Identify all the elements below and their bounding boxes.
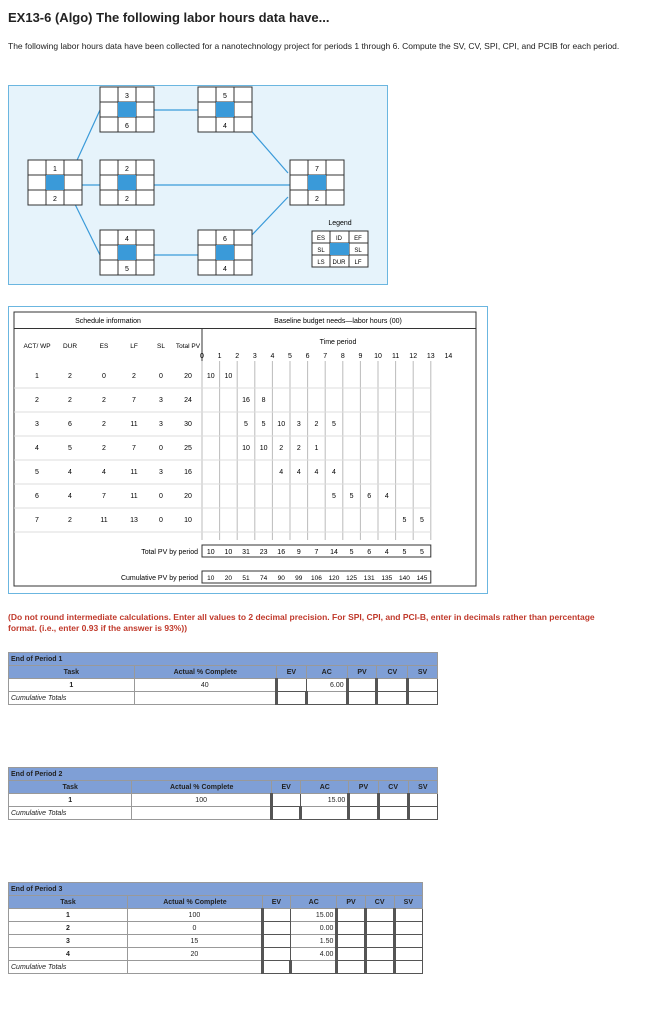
pv-cell: 5 bbox=[261, 421, 266, 428]
col-header: ES bbox=[99, 343, 109, 350]
node-dur: 4 bbox=[223, 123, 227, 130]
pv-cell: 5 bbox=[349, 493, 354, 500]
p1-pct: 40 bbox=[134, 679, 276, 692]
period-label: 8 bbox=[340, 353, 345, 360]
pv-cell: 1 bbox=[314, 445, 319, 452]
period1-table bbox=[8, 652, 438, 705]
p3-hdr-ev: EV bbox=[262, 896, 290, 909]
p3-hdr-pv: PV bbox=[337, 896, 365, 909]
p2-cum-pv-input[interactable] bbox=[349, 807, 378, 820]
total-pv-cell: 14 bbox=[330, 549, 338, 556]
pv-cell: 4 bbox=[314, 469, 319, 476]
sched-cell: 7 bbox=[132, 397, 136, 404]
legend-ef: EF bbox=[354, 236, 362, 242]
p1-cum-sv-input[interactable] bbox=[408, 692, 438, 705]
period3-title: End of Period 3 bbox=[9, 883, 423, 896]
period-label: 13 bbox=[426, 353, 435, 360]
period-label: 1 bbox=[217, 353, 222, 360]
p1-hdr-ev: EV bbox=[276, 666, 306, 679]
sched-cell: 7 bbox=[35, 517, 39, 524]
p2-hdr-ac: AC bbox=[301, 781, 349, 794]
pv-cell: 6 bbox=[367, 493, 372, 500]
p3-sv-input-2[interactable] bbox=[394, 922, 422, 935]
period3-table bbox=[8, 882, 423, 974]
p2-ac: 15.00 bbox=[301, 794, 349, 807]
legend-lf: LF bbox=[354, 260, 362, 266]
p1-cum-ac-input[interactable] bbox=[306, 692, 347, 705]
p3-pv-input-1[interactable] bbox=[337, 909, 365, 922]
p2-cum-sv-input[interactable] bbox=[408, 807, 437, 820]
node-center bbox=[118, 245, 136, 260]
node-1 bbox=[28, 160, 82, 205]
p1-cv-input[interactable] bbox=[377, 679, 408, 692]
sched-cell: 4 bbox=[68, 469, 72, 476]
sched-cell: 16 bbox=[184, 469, 192, 476]
period-label: 2 bbox=[235, 353, 240, 360]
question-intro: The following labor hours data have been collected for a nanotechnology project for periods 1 through 6. Compute the SV, CV, SPI, CPI, and PCIB for each period. bbox=[8, 41, 620, 51]
node-center bbox=[216, 102, 234, 117]
period2-title: End of Period 2 bbox=[9, 768, 438, 781]
p2-cum-cv-input[interactable] bbox=[378, 807, 408, 820]
p3-hdr-task: Task bbox=[9, 896, 128, 909]
node-id: 3 bbox=[125, 93, 129, 100]
schedule-table bbox=[8, 306, 488, 594]
cum-pv-cell: 125 bbox=[346, 575, 358, 582]
p3-ac-4: 4.00 bbox=[291, 948, 337, 961]
p2-cum-ac-input[interactable] bbox=[301, 807, 349, 820]
cum-pv-cell: 90 bbox=[277, 575, 285, 582]
p3-pct-3: 15 bbox=[128, 935, 263, 948]
sched-cell: 2 bbox=[68, 373, 72, 380]
p1-pv-input[interactable] bbox=[347, 679, 377, 692]
col-header: SL bbox=[157, 343, 165, 350]
period-label: 7 bbox=[323, 353, 328, 360]
p3-sv-input-3[interactable] bbox=[394, 935, 422, 948]
sched-cell: 6 bbox=[35, 493, 39, 500]
node-id: 6 bbox=[223, 236, 227, 243]
pv-cell: 2 bbox=[296, 445, 301, 452]
p3-sv-input-4[interactable] bbox=[394, 948, 422, 961]
total-pv-cell: 23 bbox=[259, 549, 268, 556]
cum-pv-cell: 10 bbox=[207, 575, 215, 582]
p2-hdr-pct: Actual % Complete bbox=[132, 781, 272, 794]
node-id: 7 bbox=[315, 166, 319, 173]
node-center bbox=[118, 102, 136, 117]
sched-cell: 7 bbox=[102, 493, 106, 500]
period-label: 3 bbox=[252, 353, 257, 360]
sched-cell: 0 bbox=[102, 373, 106, 380]
p3-cum-pv-input[interactable] bbox=[337, 961, 365, 974]
cum-pv-cell: 135 bbox=[381, 575, 393, 582]
p3-cum-ac-input[interactable] bbox=[291, 961, 337, 974]
p1-hdr-ac: AC bbox=[306, 666, 347, 679]
pv-cell: 5 bbox=[244, 421, 248, 428]
cum-pv-label: Cumulative PV by period bbox=[120, 575, 198, 582]
p1-hdr-sv: SV bbox=[408, 666, 438, 679]
pv-cell: 5 bbox=[420, 517, 424, 524]
col-header: DUR bbox=[62, 343, 78, 350]
p3-ac-3: 1.50 bbox=[291, 935, 337, 948]
pv-cell: 10 bbox=[277, 421, 286, 428]
sched-cell: 11 bbox=[100, 517, 108, 524]
p2-pct: 100 bbox=[132, 794, 272, 807]
pv-cell: 5 bbox=[332, 421, 336, 428]
period2-table bbox=[8, 767, 438, 820]
sched-cell: 6 bbox=[68, 421, 72, 428]
sched-cell: 7 bbox=[132, 445, 136, 452]
cum-pv-cell: 106 bbox=[310, 575, 322, 582]
p2-hdr-task: Task bbox=[9, 781, 132, 794]
period1-title: End of Period 1 bbox=[9, 653, 438, 666]
p1-hdr-pct: Actual % Complete bbox=[134, 666, 276, 679]
p1-cum-label: Cumulative Totals bbox=[9, 692, 135, 705]
p3-cum-label: Cumulative Totals bbox=[9, 961, 128, 974]
pv-cell: 10 bbox=[259, 445, 268, 452]
p1-task: 1 bbox=[9, 679, 135, 692]
sched-cell: 11 bbox=[130, 493, 138, 500]
p3-hdr-sv: SV bbox=[394, 896, 422, 909]
sched-cell: 3 bbox=[159, 397, 163, 404]
legend-dur: DUR bbox=[332, 260, 346, 266]
pv-cell: 8 bbox=[261, 397, 266, 404]
cum-pv-cell: 51 bbox=[242, 575, 250, 582]
sched-cell: 0 bbox=[159, 373, 163, 380]
period-label: 12 bbox=[409, 353, 418, 360]
node-6 bbox=[198, 230, 252, 275]
cum-pv-cell: 99 bbox=[295, 575, 303, 582]
p2-sv-input[interactable] bbox=[408, 794, 437, 807]
legend-es: ES bbox=[316, 236, 326, 242]
p3-task-3: 3 bbox=[9, 935, 128, 948]
pv-cell: 5 bbox=[402, 517, 407, 524]
p1-hdr-pv: PV bbox=[347, 666, 377, 679]
instruction-note: (Do not round intermediate calculations. Enter all values to 2 decimal precision. For SPI, CPI, and PCI-B, enter in decimals rather than percentage format. (i.e., enter 0.93 if the answer is 93%)) bbox=[8, 612, 595, 633]
total-pv-cell: 5 bbox=[402, 549, 407, 556]
period-label: 11 bbox=[391, 353, 400, 360]
legend-ls: LS bbox=[317, 260, 325, 266]
node-id: 5 bbox=[223, 93, 227, 100]
total-pv-cell: 5 bbox=[420, 549, 424, 556]
period-label: 6 bbox=[305, 353, 310, 360]
schedule-left-title: Schedule information bbox=[75, 318, 141, 325]
p2-cum-ev-input[interactable] bbox=[271, 807, 300, 820]
p2-hdr-sv: SV bbox=[408, 781, 437, 794]
node-center bbox=[308, 175, 326, 190]
node-dur: 2 bbox=[53, 196, 57, 203]
p3-pct-1: 100 bbox=[128, 909, 263, 922]
p3-pct-4: 20 bbox=[128, 948, 263, 961]
sched-cell: 30 bbox=[184, 421, 192, 428]
total-pv-cell: 6 bbox=[367, 549, 372, 556]
sched-cell: 3 bbox=[159, 469, 163, 476]
p1-ev-input[interactable] bbox=[276, 679, 306, 692]
total-pv-cell: 5 bbox=[349, 549, 354, 556]
sched-cell: 2 bbox=[35, 397, 39, 404]
p3-ev-input-3[interactable] bbox=[262, 935, 290, 948]
pv-cell: 4 bbox=[332, 469, 336, 476]
sched-cell: 0 bbox=[159, 445, 163, 452]
node-2 bbox=[100, 160, 154, 205]
pv-cell: 2 bbox=[279, 445, 284, 452]
schedule-right-title: Baseline budget needs—labor hours (00) bbox=[274, 318, 402, 325]
cum-pv-cell: 145 bbox=[416, 575, 428, 582]
pv-cell: 5 bbox=[332, 493, 336, 500]
sched-cell: 1 bbox=[35, 373, 39, 380]
sched-cell: 10 bbox=[184, 517, 192, 524]
network-diagram bbox=[8, 85, 388, 285]
legend-sl1: SL bbox=[317, 248, 325, 254]
period-label: 5 bbox=[288, 353, 292, 360]
p3-sv-input-1[interactable] bbox=[394, 909, 422, 922]
sched-cell: 20 bbox=[184, 493, 192, 500]
node-3 bbox=[100, 87, 154, 132]
p3-ev-input-1[interactable] bbox=[262, 909, 290, 922]
p3-cv-input-1[interactable] bbox=[365, 909, 394, 922]
pv-cell: 3 bbox=[296, 421, 301, 428]
total-pv-cell: 4 bbox=[384, 549, 389, 556]
node-id: 1 bbox=[53, 166, 57, 173]
p3-hdr-pct: Actual % Complete bbox=[128, 896, 263, 909]
pv-cell: 4 bbox=[279, 469, 284, 476]
sched-cell: 4 bbox=[35, 445, 39, 452]
sched-cell: 2 bbox=[102, 445, 106, 452]
period-label: 4 bbox=[270, 353, 275, 360]
sched-cell: 4 bbox=[102, 469, 106, 476]
p1-cum-cv-input[interactable] bbox=[377, 692, 408, 705]
pv-cell: 16 bbox=[242, 397, 250, 404]
pv-cell: 4 bbox=[384, 493, 389, 500]
p1-cum-pv-input[interactable] bbox=[347, 692, 377, 705]
pv-cell: 4 bbox=[296, 469, 301, 476]
pv-cell: 10 bbox=[224, 373, 233, 380]
col-header: ACT/ WP bbox=[23, 343, 51, 350]
period-label: 14 bbox=[444, 353, 453, 360]
sched-cell: 13 bbox=[130, 517, 138, 524]
p3-task-4: 4 bbox=[9, 948, 128, 961]
question-title: EX13-6 (Algo) The following labor hours data have... bbox=[8, 10, 330, 25]
sched-cell: 0 bbox=[159, 517, 163, 524]
sched-cell: 0 bbox=[159, 493, 163, 500]
sched-cell: 5 bbox=[35, 469, 39, 476]
total-pv-label: Total PV by period bbox=[141, 549, 198, 556]
node-id: 2 bbox=[125, 166, 129, 173]
sched-cell: 5 bbox=[68, 445, 72, 452]
node-dur: 2 bbox=[315, 196, 319, 203]
p2-pv-input[interactable] bbox=[349, 794, 378, 807]
p3-cv-input-3[interactable] bbox=[365, 935, 394, 948]
p3-pct-2: 0 bbox=[128, 922, 263, 935]
cum-pv-cell: 140 bbox=[398, 575, 410, 582]
p3-cum-ev-input[interactable] bbox=[262, 961, 290, 974]
p2-hdr-pv: PV bbox=[349, 781, 378, 794]
legend-title: Legend bbox=[328, 220, 352, 227]
p2-hdr-ev: EV bbox=[271, 781, 300, 794]
p3-ac-1: 15.00 bbox=[291, 909, 337, 922]
p3-task-2: 2 bbox=[9, 922, 128, 935]
col-header: Total PV bbox=[175, 343, 201, 350]
header-rule bbox=[14, 328, 476, 329]
sched-cell: 20 bbox=[184, 373, 192, 380]
sched-cell: 2 bbox=[102, 397, 106, 404]
pv-cell: 10 bbox=[242, 445, 250, 452]
sched-cell: 11 bbox=[130, 421, 138, 428]
p2-cv-input[interactable] bbox=[378, 794, 408, 807]
p3-cum-cv-input[interactable] bbox=[365, 961, 394, 974]
sched-cell: 2 bbox=[132, 373, 136, 380]
p3-hdr-cv: CV bbox=[365, 896, 394, 909]
p3-hdr-ac: AC bbox=[291, 896, 337, 909]
node-dur: 5 bbox=[125, 266, 129, 273]
sched-cell: 2 bbox=[102, 421, 106, 428]
sched-cell: 11 bbox=[130, 469, 138, 476]
sched-cell: 4 bbox=[68, 493, 72, 500]
node-center bbox=[118, 175, 136, 190]
period-label: 10 bbox=[374, 353, 382, 360]
p3-cv-input-4[interactable] bbox=[365, 948, 394, 961]
p3-cv-input-2[interactable] bbox=[365, 922, 394, 935]
node-center bbox=[216, 245, 234, 260]
pv-cell: 2 bbox=[314, 421, 319, 428]
sched-cell: 2 bbox=[68, 397, 72, 404]
node-dur: 2 bbox=[125, 196, 129, 203]
total-pv-cell: 9 bbox=[296, 549, 301, 556]
cum-pv-cell: 20 bbox=[224, 575, 233, 582]
cum-pv-cell: 131 bbox=[363, 575, 375, 582]
p1-hdr-task: Task bbox=[9, 666, 135, 679]
p3-task-1: 1 bbox=[9, 909, 128, 922]
p3-ev-input-4[interactable] bbox=[262, 948, 290, 961]
cum-pv-cell: 120 bbox=[328, 575, 340, 582]
total-pv-cell: 10 bbox=[224, 549, 233, 556]
p3-pv-input-2[interactable] bbox=[337, 922, 365, 935]
cum-pv-cell: 74 bbox=[259, 575, 268, 582]
legend-id: ID bbox=[336, 236, 342, 242]
p1-hdr-cv: CV bbox=[377, 666, 408, 679]
node-id: 4 bbox=[125, 236, 129, 243]
node-center bbox=[46, 175, 64, 190]
node-dur: 6 bbox=[125, 123, 129, 130]
legend-sl2: SL bbox=[354, 248, 362, 254]
p2-cum-label: Cumulative Totals bbox=[9, 807, 132, 820]
node-dur: 4 bbox=[223, 266, 227, 273]
node-5 bbox=[198, 87, 252, 132]
col-header: LF bbox=[130, 343, 138, 350]
p1-cum-ev-input[interactable] bbox=[276, 692, 306, 705]
node-7 bbox=[290, 160, 344, 205]
p3-cum-sv-input[interactable] bbox=[394, 961, 422, 974]
total-pv-cell: 7 bbox=[314, 549, 319, 556]
total-pv-cell: 16 bbox=[277, 549, 286, 556]
p2-hdr-cv: CV bbox=[378, 781, 408, 794]
p3-pv-input-4[interactable] bbox=[337, 948, 365, 961]
total-pv-cell: 10 bbox=[206, 549, 215, 556]
sched-cell: 25 bbox=[184, 445, 192, 452]
time-period-label: Time period bbox=[319, 339, 357, 346]
sched-cell: 2 bbox=[68, 517, 72, 524]
node-4 bbox=[100, 230, 154, 275]
total-pv-cell: 31 bbox=[242, 549, 250, 556]
period-label: 9 bbox=[358, 353, 363, 360]
p3-ev-input-2[interactable] bbox=[262, 922, 290, 935]
pv-cell: 10 bbox=[206, 373, 215, 380]
p3-ac-2: 0.00 bbox=[291, 922, 337, 935]
p1-ac: 6.00 bbox=[306, 679, 347, 692]
period-label: 0 bbox=[200, 353, 204, 360]
sched-cell: 3 bbox=[159, 421, 163, 428]
p3-pv-input-3[interactable] bbox=[337, 935, 365, 948]
p2-task: 1 bbox=[9, 794, 132, 807]
sched-cell: 24 bbox=[184, 397, 192, 404]
p1-sv-input[interactable] bbox=[408, 679, 438, 692]
sched-cell: 3 bbox=[35, 421, 39, 428]
p2-ev-input[interactable] bbox=[271, 794, 300, 807]
